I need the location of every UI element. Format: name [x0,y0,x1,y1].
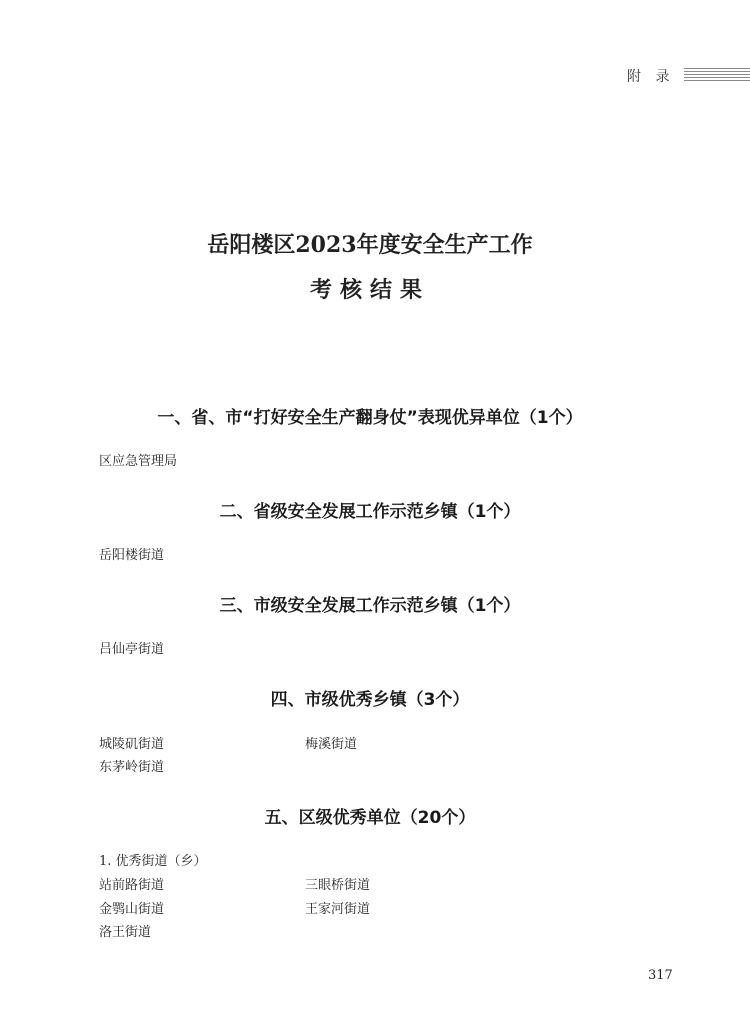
list-item: 梅溪街道 [305,737,358,752]
subsection-heading: 1. 优秀街道（乡） [99,854,207,869]
section-heading-1: 一、省、市“打好安全生产翻身仗”表现优异单位（1个） [157,408,583,428]
section-heading-3: 三、市级安全发展工作示范乡镇（1个） [219,596,521,616]
list-item: 王家河街道 [305,902,371,917]
list-item: 吕仙亭街道 [99,642,165,657]
list-item: 区应急管理局 [99,454,178,469]
list-item: 东茅岭街道 [99,760,165,775]
running-header-label: 附 录 [627,69,675,85]
list-item: 岳阳楼街道 [99,548,165,563]
list-item: 三眼桥街道 [305,878,371,893]
list-item: 金鹗山街道 [99,902,165,917]
list-item: 洛王街道 [99,925,152,940]
list-item: 城陵矶街道 [99,737,165,752]
header-decorative-rule [684,68,750,82]
document-subtitle: 考核结果 [309,277,430,303]
section-heading-5: 五、区级优秀单位（20个） [264,808,476,828]
section-heading-2: 二、省级安全发展工作示范乡镇（1个） [219,502,521,522]
page-number: 317 [648,968,673,983]
document-title: 岳阳楼区2023年度安全生产工作 [207,232,533,258]
list-item: 站前路街道 [99,878,165,893]
section-heading-4: 四、市级优秀乡镇（3个） [270,690,470,710]
